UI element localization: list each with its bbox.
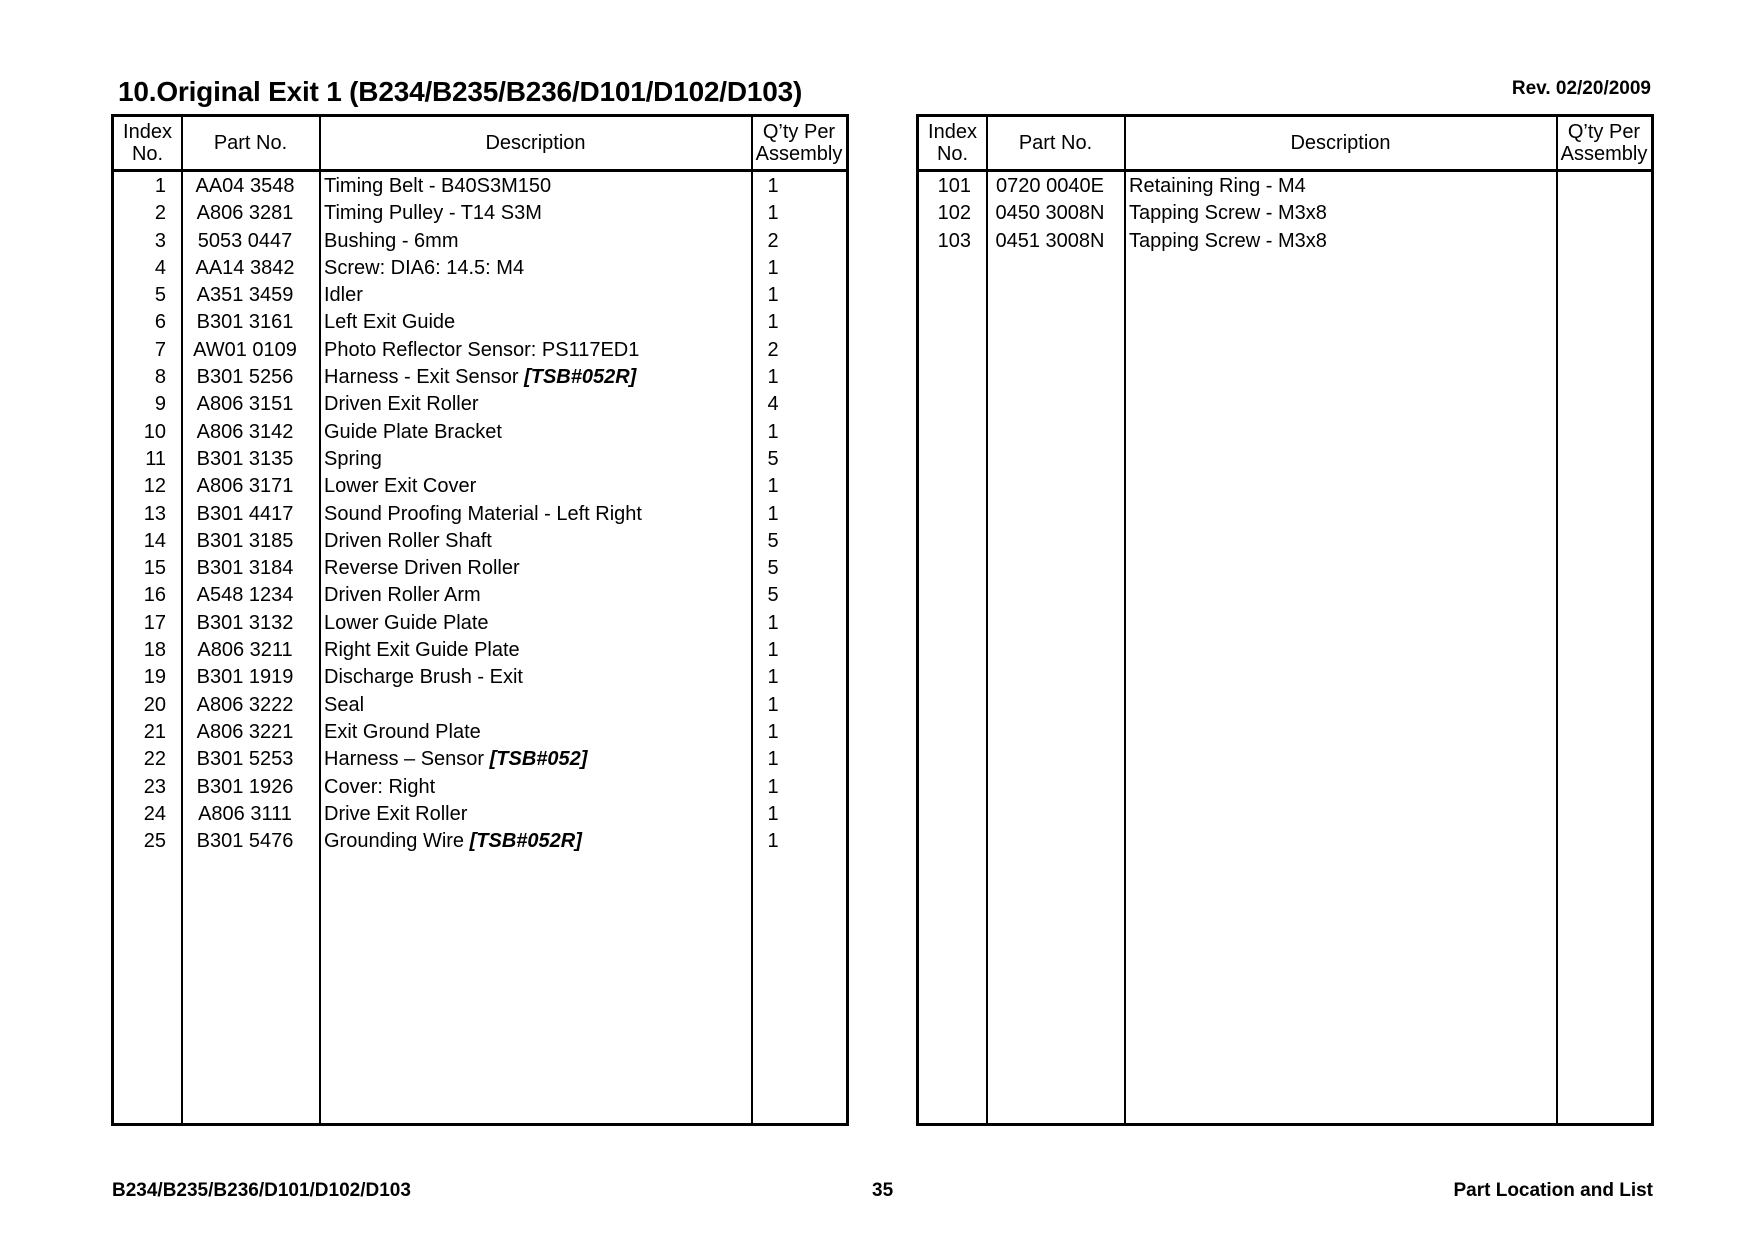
part-number-cell: B301 3184 bbox=[196, 557, 294, 580]
page-title: 10.Original Exit 1 (B234/B235/B236/D101/D102/D103) bbox=[118, 76, 803, 107]
index-cell: 7 bbox=[154, 338, 166, 361]
quantity-cell: 1 bbox=[767, 802, 779, 825]
part-number-cell: B301 1919 bbox=[196, 666, 294, 689]
description-cell bbox=[324, 200, 744, 227]
index-cell: 20 bbox=[143, 693, 166, 716]
description-text: Exit Ground Plate bbox=[324, 720, 481, 743]
part-number-cell: A806 3222 bbox=[196, 693, 294, 716]
table-row bbox=[114, 774, 846, 801]
index-cell: 19 bbox=[143, 666, 166, 689]
description-cell bbox=[324, 337, 744, 364]
revision-date: Rev. 02/20/2009 bbox=[1511, 78, 1651, 99]
description-text: Timing Pulley - T14 S3M bbox=[324, 202, 542, 225]
description-cell bbox=[324, 528, 744, 555]
part-number-cell: 0451 3008N bbox=[995, 229, 1105, 252]
description-text: Driven Exit Roller bbox=[324, 393, 479, 416]
description-text: Retaining Ring - M4 bbox=[1129, 175, 1306, 197]
description-cell bbox=[324, 610, 744, 637]
index-cell: 15 bbox=[143, 557, 166, 580]
quantity-cell: 5 bbox=[767, 557, 779, 580]
quantity-cell: 1 bbox=[767, 202, 779, 225]
table-row bbox=[114, 719, 846, 746]
description-cell bbox=[1129, 228, 1549, 255]
quantity-cell: 1 bbox=[767, 311, 779, 334]
description-cell bbox=[324, 309, 744, 336]
header-description-label: Description bbox=[1290, 132, 1391, 154]
quantity-cell: 1 bbox=[767, 366, 779, 389]
description-cell bbox=[324, 664, 744, 691]
description-cell bbox=[324, 501, 744, 528]
tsb-reference: [TSB#052] bbox=[489, 748, 588, 771]
description-text: Spring bbox=[324, 447, 382, 470]
quantity-cell: 1 bbox=[767, 420, 779, 443]
description-cell bbox=[324, 774, 744, 801]
table-row bbox=[114, 419, 846, 446]
table-row bbox=[114, 173, 846, 200]
index-cell: 10 bbox=[143, 420, 166, 443]
table-body bbox=[919, 173, 1651, 255]
description-cell bbox=[1129, 173, 1549, 200]
footer-section: Part Location and List bbox=[1453, 1180, 1653, 1201]
description-text: Discharge Brush - Exit bbox=[324, 666, 523, 689]
quantity-cell: 1 bbox=[767, 611, 779, 634]
header-qty-line1: Q’ty Per bbox=[762, 121, 836, 143]
quantity-cell: 5 bbox=[767, 584, 779, 607]
part-number-cell: A806 3142 bbox=[196, 420, 294, 443]
part-number-cell: 5053 0447 bbox=[197, 229, 293, 252]
table-row bbox=[114, 692, 846, 719]
quantity-cell: 1 bbox=[767, 639, 779, 662]
header-part-no-label: Part No. bbox=[1018, 132, 1093, 154]
table-row bbox=[114, 801, 846, 828]
part-number-cell: B301 1926 bbox=[196, 775, 294, 798]
part-number-cell: A806 3111 bbox=[198, 802, 292, 825]
header-qty bbox=[1557, 117, 1651, 169]
description-text: Tapping Screw - M3x8 bbox=[1129, 202, 1327, 225]
index-cell: 103 bbox=[937, 229, 971, 252]
header-index-line2: No. bbox=[936, 143, 969, 165]
quantity-cell: 1 bbox=[767, 175, 779, 197]
table-row bbox=[114, 337, 846, 364]
table-row bbox=[114, 473, 846, 500]
quantity-cell: 1 bbox=[767, 830, 779, 853]
table-row bbox=[114, 582, 846, 609]
table-row bbox=[114, 391, 846, 418]
description-text: Idler bbox=[324, 284, 363, 307]
header-divider bbox=[114, 169, 846, 172]
table-row bbox=[114, 664, 846, 691]
quantity-cell: 1 bbox=[767, 502, 779, 525]
header-part-no-label: Part No. bbox=[213, 132, 288, 154]
table-row bbox=[114, 610, 846, 637]
table-row bbox=[114, 255, 846, 282]
index-cell: 101 bbox=[937, 175, 971, 197]
table-row bbox=[114, 446, 846, 473]
description-text: Lower Guide Plate bbox=[324, 611, 489, 634]
quantity-cell: 5 bbox=[767, 529, 779, 552]
index-cell: 23 bbox=[143, 775, 166, 798]
quantity-cell: 1 bbox=[767, 475, 779, 498]
index-cell: 18 bbox=[143, 639, 166, 662]
description-text: Screw: DIA6: 14.5: M4 bbox=[324, 256, 525, 279]
part-number-cell: A806 3171 bbox=[196, 475, 294, 498]
table-row bbox=[114, 228, 846, 255]
part-number-cell: 0450 3008N bbox=[995, 202, 1105, 225]
header-qty-line2: Assembly bbox=[1560, 143, 1648, 165]
header-description-label: Description bbox=[485, 132, 586, 154]
description-text: Photo Reflector Sensor: PS117ED1 bbox=[324, 338, 640, 361]
header-part-no bbox=[182, 117, 319, 169]
description-text: Driven Roller Shaft bbox=[324, 529, 492, 552]
table-row bbox=[114, 282, 846, 309]
header-description bbox=[1125, 117, 1556, 169]
description-cell bbox=[324, 282, 744, 309]
index-cell: 1 bbox=[154, 175, 166, 197]
part-number-cell: A806 3281 bbox=[196, 202, 294, 225]
table-row bbox=[114, 364, 846, 391]
header-divider bbox=[919, 169, 1651, 172]
footer-models: B234/B235/B236/D101/D102/D103 bbox=[112, 1180, 411, 1201]
index-cell: 11 bbox=[145, 447, 166, 470]
header-description bbox=[320, 117, 751, 169]
part-number-cell: B301 4417 bbox=[196, 502, 294, 525]
index-cell: 2 bbox=[154, 202, 166, 225]
quantity-cell: 1 bbox=[767, 720, 779, 743]
quantity-cell: 2 bbox=[767, 338, 779, 361]
part-number-cell: B301 5476 bbox=[196, 830, 294, 853]
index-cell: 6 bbox=[154, 311, 166, 334]
part-number-cell: A806 3211 bbox=[197, 639, 293, 662]
index-cell: 22 bbox=[143, 748, 166, 771]
description-cell bbox=[324, 719, 744, 746]
table-row bbox=[919, 200, 1651, 227]
quantity-cell: 1 bbox=[767, 666, 779, 689]
index-cell: 9 bbox=[154, 393, 166, 416]
description-text: Harness – Sensor bbox=[324, 748, 490, 771]
quantity-cell: 1 bbox=[767, 256, 779, 279]
table-row bbox=[114, 501, 846, 528]
index-cell: 25 bbox=[143, 830, 166, 853]
description-cell bbox=[324, 446, 744, 473]
description-cell bbox=[324, 473, 744, 500]
part-number-cell: AA04 3548 bbox=[195, 175, 295, 197]
description-cell bbox=[324, 228, 744, 255]
column-divider bbox=[1556, 117, 1558, 1123]
index-cell: 4 bbox=[154, 256, 166, 279]
description-text: Seal bbox=[324, 693, 365, 716]
part-number-cell: 0720 0040E bbox=[996, 175, 1104, 197]
quantity-cell: 1 bbox=[767, 284, 779, 307]
footer-page-number: 35 bbox=[872, 1180, 894, 1201]
header-qty-line1: Q’ty Per bbox=[1567, 121, 1641, 143]
description-text: Lower Exit Cover bbox=[324, 475, 477, 498]
quantity-cell: 5 bbox=[767, 447, 779, 470]
part-number-cell: A351 3459 bbox=[196, 284, 294, 307]
description-cell bbox=[324, 692, 744, 719]
description-text: Guide Plate Bracket bbox=[324, 420, 502, 443]
parts-table-right bbox=[916, 114, 1654, 1126]
table-row bbox=[114, 828, 846, 855]
table-body bbox=[114, 173, 846, 855]
part-number-cell: B301 3135 bbox=[196, 447, 294, 470]
table-row bbox=[114, 555, 846, 582]
header-index-line1: Index bbox=[928, 121, 977, 143]
index-cell: 8 bbox=[154, 366, 166, 389]
index-cell: 102 bbox=[937, 202, 971, 225]
part-number-cell: A806 3151 bbox=[196, 393, 294, 416]
description-cell bbox=[324, 419, 744, 446]
description-text: Grounding Wire bbox=[324, 830, 470, 853]
description-text: Harness - Exit Sensor bbox=[324, 366, 525, 389]
description-cell bbox=[324, 173, 744, 200]
column-divider bbox=[986, 117, 988, 1123]
part-number-cell: AW01 0109 bbox=[193, 338, 297, 361]
tsb-reference: [TSB#052R] bbox=[524, 366, 637, 389]
header-index bbox=[114, 117, 181, 169]
part-number-cell: A548 1234 bbox=[196, 584, 294, 607]
description-cell bbox=[324, 828, 744, 855]
header-qty bbox=[752, 117, 846, 169]
description-cell bbox=[324, 746, 744, 773]
table-row bbox=[114, 746, 846, 773]
index-cell: 17 bbox=[143, 611, 166, 634]
description-cell bbox=[1129, 200, 1549, 227]
description-text: Sound Proofing Material - Left Right bbox=[324, 502, 642, 525]
quantity-cell: 1 bbox=[767, 693, 779, 716]
index-cell: 14 bbox=[143, 529, 166, 552]
description-text: Driven Roller Arm bbox=[324, 584, 481, 607]
table-row bbox=[114, 528, 846, 555]
part-number-cell: B301 5253 bbox=[196, 748, 294, 771]
index-cell: 13 bbox=[143, 502, 166, 525]
part-number-cell: B301 3185 bbox=[196, 529, 294, 552]
table-row bbox=[114, 200, 846, 227]
description-text: Right Exit Guide Plate bbox=[324, 639, 520, 662]
part-number-cell: B301 3161 bbox=[196, 311, 294, 334]
index-cell: 3 bbox=[154, 229, 166, 252]
description-text: Cover: Right bbox=[324, 775, 436, 798]
description-cell bbox=[324, 364, 744, 391]
table-row bbox=[919, 228, 1651, 255]
header-qty-line2: Assembly bbox=[755, 143, 843, 165]
parts-table-left bbox=[111, 114, 849, 1126]
description-text: Left Exit Guide bbox=[324, 311, 456, 334]
header-index bbox=[919, 117, 986, 169]
description-cell bbox=[324, 801, 744, 828]
table-row bbox=[114, 309, 846, 336]
quantity-cell: 2 bbox=[767, 229, 779, 252]
index-cell: 5 bbox=[154, 284, 166, 307]
header-index-line2: No. bbox=[131, 143, 164, 165]
quantity-cell: 1 bbox=[767, 775, 779, 798]
header-index-line1: Index bbox=[123, 121, 172, 143]
description-cell bbox=[324, 637, 744, 664]
description-text: Tapping Screw - M3x8 bbox=[1129, 229, 1327, 252]
quantity-cell: 4 bbox=[767, 393, 779, 416]
part-number-cell: A806 3221 bbox=[196, 720, 294, 743]
description-text: Reverse Driven Roller bbox=[324, 557, 520, 580]
description-cell bbox=[324, 582, 744, 609]
index-cell: 12 bbox=[143, 475, 166, 498]
table-row bbox=[114, 637, 846, 664]
index-cell: 21 bbox=[143, 720, 166, 743]
quantity-cell: 1 bbox=[767, 748, 779, 771]
part-number-cell: AA14 3842 bbox=[195, 256, 295, 279]
part-number-cell: B301 5256 bbox=[196, 366, 294, 389]
tsb-reference: [TSB#052R] bbox=[469, 830, 582, 853]
description-text: Drive Exit Roller bbox=[324, 802, 468, 825]
index-cell: 16 bbox=[143, 584, 166, 607]
description-text: Bushing - 6mm bbox=[324, 229, 459, 252]
description-text: Timing Belt - B40S3M150 bbox=[324, 175, 552, 197]
description-cell bbox=[324, 555, 744, 582]
part-number-cell: B301 3132 bbox=[196, 611, 294, 634]
description-cell bbox=[324, 391, 744, 418]
column-divider bbox=[1124, 117, 1126, 1123]
table-row bbox=[919, 173, 1651, 200]
index-cell: 24 bbox=[143, 802, 166, 825]
description-cell bbox=[324, 255, 744, 282]
header-part-no bbox=[987, 117, 1124, 169]
